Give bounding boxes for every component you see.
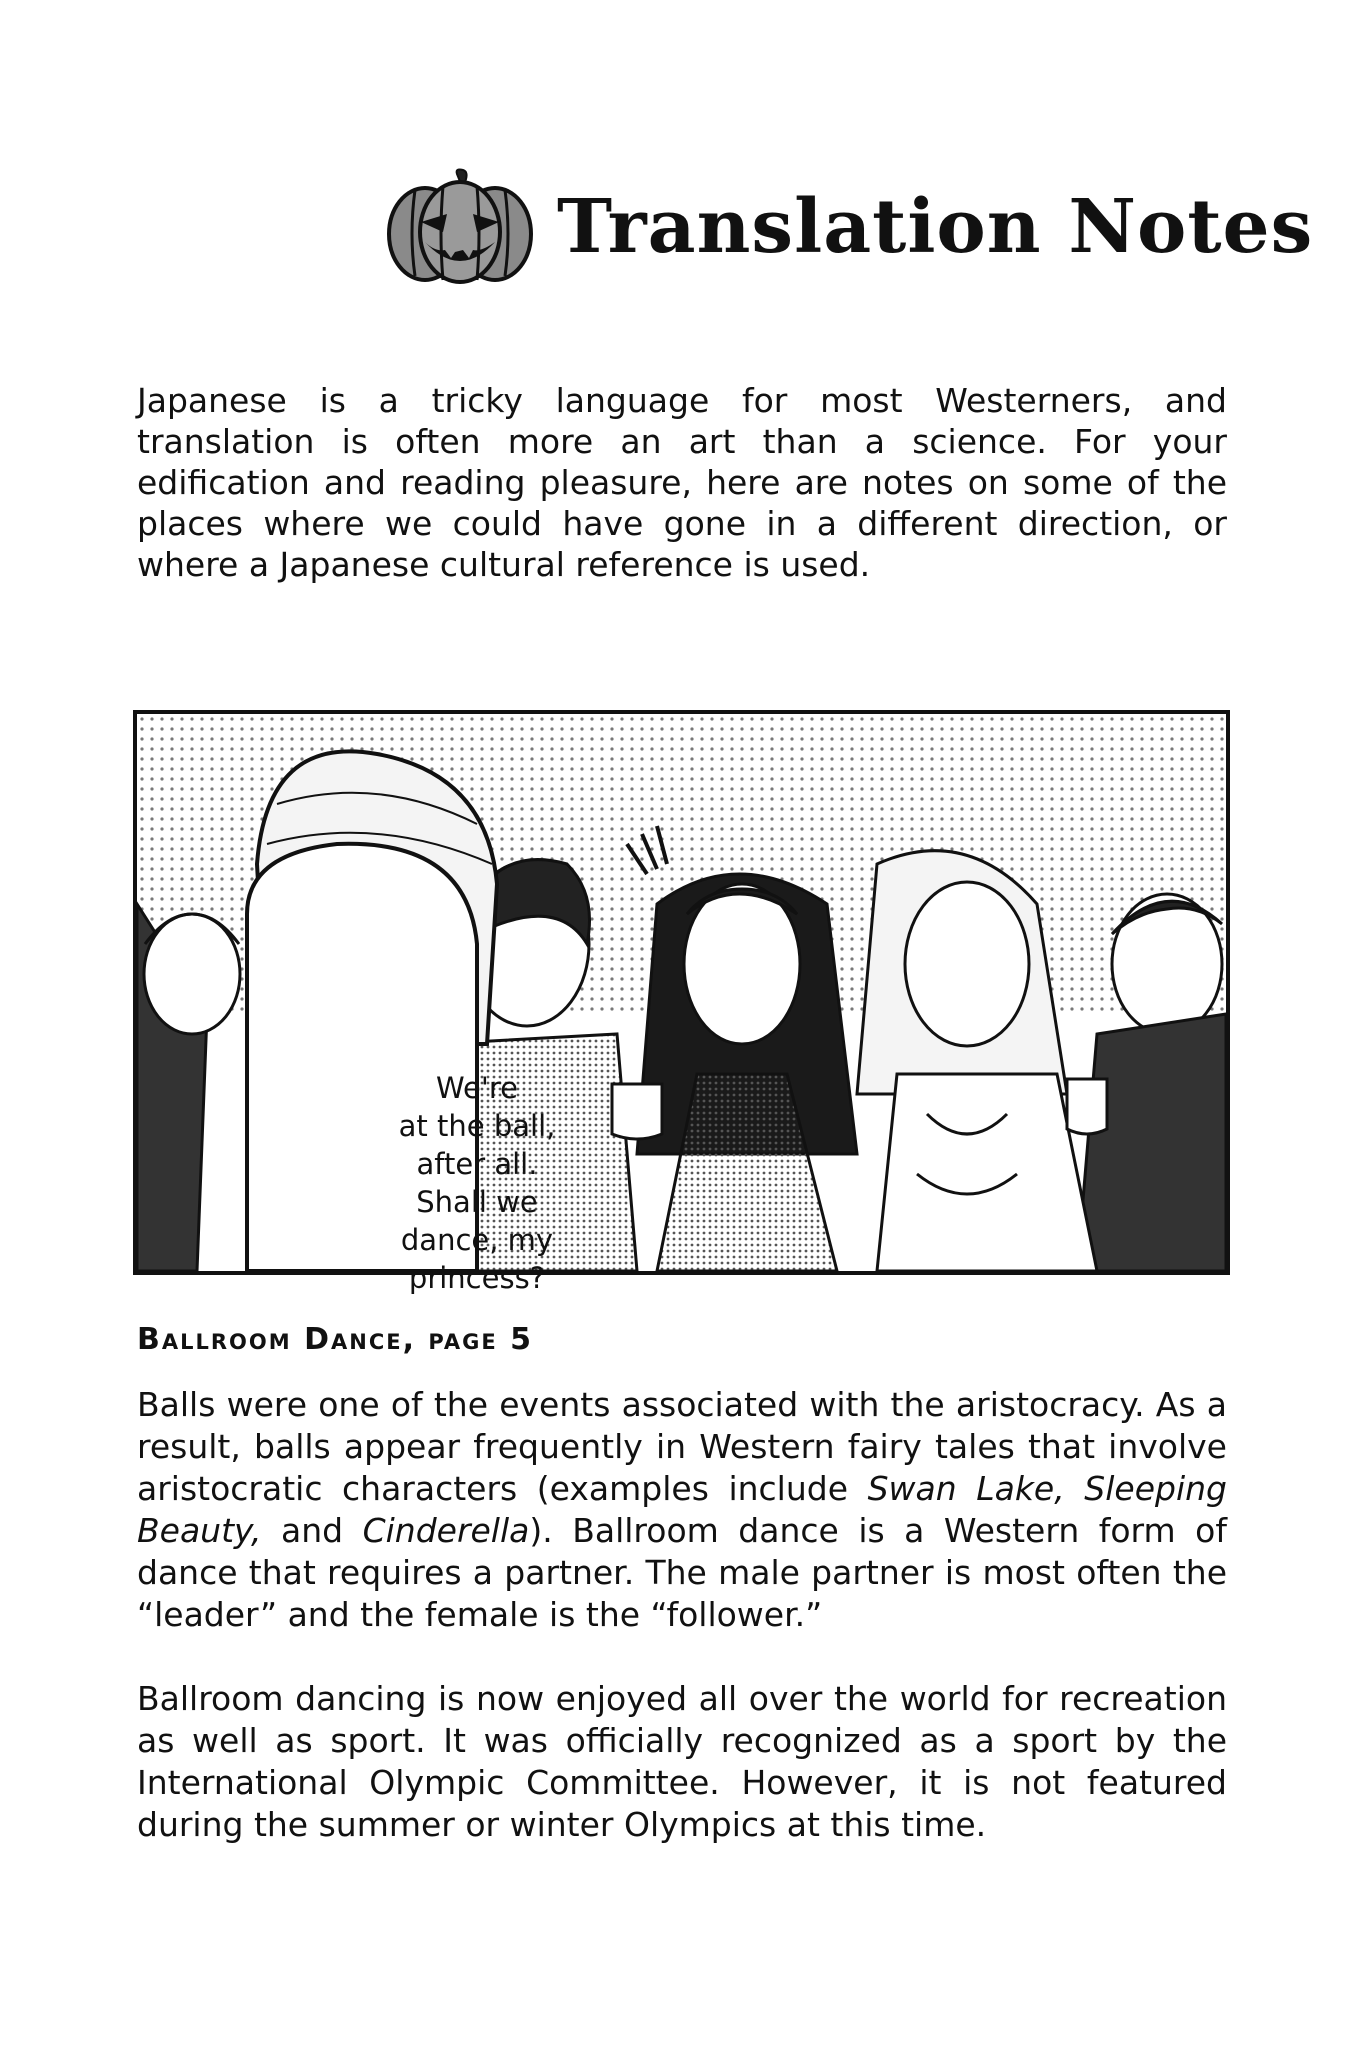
paragraph-text: Balls were one of the events associated with the aristocracy. As a result, balls appear frequently in Western fairy tales that involve aristocratic characters (examples include xyxy=(137,1385,1227,1508)
section-paragraph-1 xyxy=(137,1384,1227,1636)
intro-text: Japanese is a tricky language for most Westerners, and translation is often more an art than a science. For your edification and reading pleasure, here are notes on some of the places where we could have gone in a different direction, or where a Japanese cultural reference is used. xyxy=(137,381,1227,584)
speech-line-4: Shall we xyxy=(416,1185,538,1219)
manga-panel xyxy=(133,710,1230,1295)
woman-dark-hair xyxy=(637,874,857,1271)
paragraph-text: ). Ballroom dance is a Western form of dance that requires a partner. The male partner is most often the “leader” and the female is the “follower.” xyxy=(137,1511,1227,1634)
page-header xyxy=(385,168,1314,286)
section-paragraph-2: Ballroom dancing is now enjoyed all over the world for recreation as well as sport. It was officially recognized as a sport by the International Olympic Committee. However, it is not featured during the summer or winter Olympics at this time. xyxy=(137,1679,1227,1844)
intro-paragraph xyxy=(137,380,1227,585)
speech-line-2: at the ball, xyxy=(398,1109,556,1143)
manga-panel-illustration xyxy=(137,714,1226,1271)
jack-o-lantern-icon xyxy=(385,168,535,286)
background-man-left xyxy=(137,904,240,1271)
section-heading: Ballroom Dance, page 5 xyxy=(137,1322,534,1357)
section-body xyxy=(137,1384,1227,1888)
speech-line-1: We're xyxy=(436,1071,518,1105)
page-title: Translation Notes xyxy=(557,184,1314,270)
paragraph-text: and xyxy=(261,1511,363,1550)
speech-line-6: princess? xyxy=(408,1261,546,1295)
speech-line-3: after all. xyxy=(416,1147,538,1181)
work-title-cinderella: Cinderella xyxy=(362,1511,530,1550)
work-title-swan-lake: Swan Lake, xyxy=(867,1469,1065,1508)
speech-bubble-text xyxy=(382,1069,572,1297)
work-title-sleeping-beauty: Sleeping Beauty, xyxy=(137,1469,1227,1550)
speech-line-5: dance, my xyxy=(400,1223,554,1257)
